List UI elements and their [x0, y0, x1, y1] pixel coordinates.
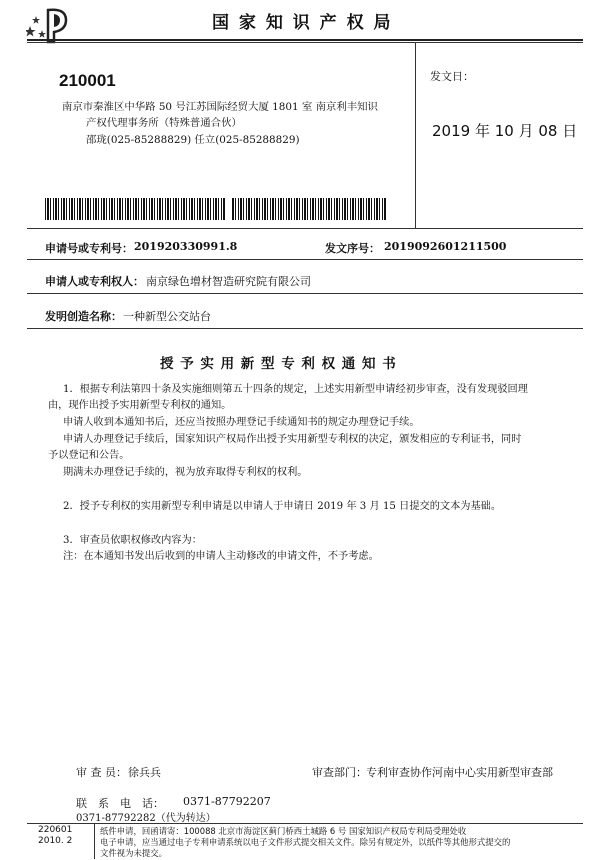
barcode-left [45, 198, 225, 220]
examiner-label: 审 查 员： [76, 766, 127, 779]
footer-note-line-3: 文件视为未提交。 [100, 848, 167, 858]
paragraph-3-line-2: 注：在本通知书发出后收到的申请人主动修改的申请文件，不予考虑。 [63, 551, 379, 562]
footer-divider [94, 823, 95, 859]
paragraph-1-line-5: 予以登记和公告。 [48, 450, 130, 461]
paragraph-3-line-1: 3．审查员依职权修改内容为： [63, 535, 202, 546]
header-rule-thin [27, 42, 583, 43]
paragraph-1-line-4: 申请人办理登记手续后，国家知识产权局作出授予实用新型专利权的决定，颁发相应的专利证书，同时 [63, 434, 522, 445]
date-box-divider [415, 42, 416, 228]
phone-2: 0371-87792282（代为转达） [76, 813, 216, 824]
notice-title: 授 予 实 用 新 型 专 利 权 通 知 书 [160, 356, 397, 372]
serial-no: 2019092601211500 [384, 240, 507, 253]
rule-3 [27, 328, 583, 329]
department: 专利审查协作河南中心实用新型审查部 [366, 766, 553, 779]
footer-rule [27, 823, 583, 824]
barcode-right [232, 198, 387, 220]
address-line-2: 产权代理事务所（特殊普通合伙） [86, 117, 242, 129]
department-label: 审查部门： [312, 766, 367, 779]
issue-date-label: 发文日： [430, 70, 474, 83]
applicant-label: 申请人或专利权人： [45, 275, 144, 288]
invention: 一种新型公交站台 [123, 310, 211, 323]
address-line-1: 南京市秦淮区中华路 50 号江苏国际经贸大厦 1801 室 南京利丰知识 [62, 101, 378, 113]
paragraph-1-line-6: 期满未办理登记手续的，视为放弃取得专利权的权利。 [63, 467, 308, 478]
header-rule [27, 39, 583, 41]
footer-note-line-1: 纸件申请，回函请寄：100088 北京市海淀区蓟门桥西土城路 6 号 国家知识产权局专利局受理处收 [100, 826, 467, 836]
invention-label: 发明创造名称： [45, 310, 122, 323]
paragraph-1-line-3: 申请人收到本通知书后，还应当按照办理登记手续通知书的规定办理登记手续。 [63, 417, 420, 428]
phone-1: 0371-87792207 [183, 795, 271, 808]
application-no: 201920330991.8 [134, 240, 238, 253]
paragraph-2: 2．授予专利权的实用新型专利申请是以申请人于申请日 2019 年 3 月 15 日提交的文本为基础。 [63, 501, 502, 512]
issue-date: 2019 年 10 月 08 日 [432, 122, 578, 140]
rule-2 [27, 293, 583, 294]
paragraph-1-line-2: 由，现作出授予实用新型专利权的通知。 [48, 400, 232, 411]
form-code-1: 220601 [38, 825, 73, 835]
office-name: 国 家 知 识 产 权 局 [212, 13, 393, 33]
application-no-label: 申请号或专利号： [45, 242, 133, 255]
serial-no-label: 发文序号： [325, 242, 380, 255]
form-code-2: 2010. 2 [38, 836, 73, 846]
rule-top-fields [27, 228, 583, 229]
postcode: 210001 [59, 71, 116, 90]
phone-label: 联 系 电 话： [76, 797, 164, 810]
address-line-3: 邵珑(025-85288829) 任立(025-85288829) [86, 134, 300, 146]
applicant: 南京绿色增材智造研究院有限公司 [146, 275, 311, 288]
footer-note-line-2: 电子申请，应当通过电子专利申请系统以电子文件形式提交相关文件。除另有规定外，以纸件等其他形式提交的 [100, 837, 511, 847]
paragraph-1-line-1: 1．根据专利法第四十条及实施细则第五十四条的规定，上述实用新型申请经初步审查，没有发现驳回理 [63, 384, 528, 395]
examiner: 徐兵兵 [128, 766, 161, 779]
rule-1 [27, 259, 583, 260]
